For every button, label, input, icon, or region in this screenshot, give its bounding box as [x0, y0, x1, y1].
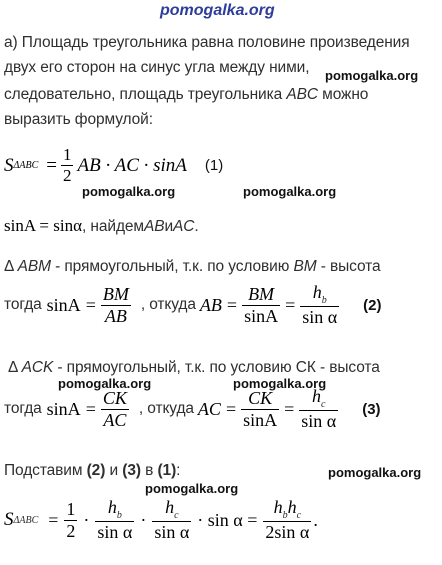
abm-line: Δ ABM - прямоугольный, т.к. по условию BM - высота [4, 258, 381, 275]
watermark: pomogalka.org [82, 184, 176, 199]
para-a-line-1: а) Площадь треугольника равна половине произведения [4, 34, 410, 51]
ack-line: Δ ACK - прямоугольный, т.к. по условию СК - высота [8, 359, 380, 376]
watermark: pomogalka.org [243, 184, 337, 199]
sin-line: sinA = sinα , найдем AB и AC . [4, 216, 199, 235]
substitute-line: Подставим (2) и (3) в (1): [4, 462, 181, 479]
para-a-line-2: двух его сторон на синус угла между ними, [4, 59, 310, 76]
para-a-line-3: следовательно, площадь треугольника ABC можно [4, 86, 369, 103]
watermark: pomogalka.org [58, 376, 152, 391]
header-watermark: pomogalka.org [160, 2, 275, 19]
formula-2: тогда sinA = $\frac{BM}{AB}$ , откуда AB = $\frac{BM}{\sin A}$ = $\frac{h_b}{\text{sin α}}$ (2) [4, 282, 382, 328]
para-a-line-4: выразить формулой: [4, 111, 153, 128]
watermark: pomogalka.org [145, 481, 239, 496]
watermark: pomogalka.org [328, 465, 422, 480]
watermark: pomogalka.org [233, 376, 327, 391]
formula-3: тогда sinA = $\frac{CK}{AC}$ , откуда AC = $\frac{CK}{\sin A}$ = $\frac{h_c}{\text{sin α}}$ (3) [4, 386, 381, 432]
watermark: pomogalka.org [325, 68, 419, 83]
formula-4: S ΔABC = $\frac{1}{2}$ · $\frac{h_b}{\text{sin α}}$ · $\frac{h_c}{\text{sin α}}$ · sin α = $\frac{h_bh_c}{\text{2sin α}}$ . [4, 497, 318, 543]
formula-1: S ΔABC = $\frac{1}{2}$ AB · AC · sinA (1) [4, 145, 224, 186]
